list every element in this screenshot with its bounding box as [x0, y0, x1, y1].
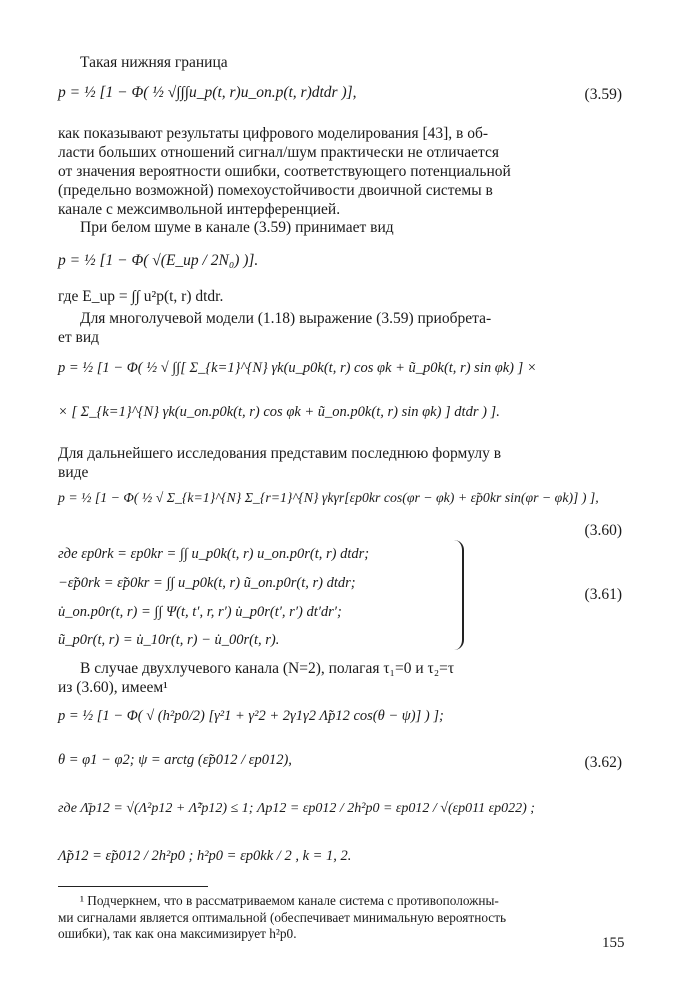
- equation-multiray-line-2: × [ Σ_{k=1}^{N} γk(u_оп.p0k(t, r) cos φk + ũ_оп.p0k(t, r) sin φk) ] dtdr ) ].: [58, 404, 500, 420]
- equation-3-62-line-1: p = ½ [1 − Φ( √ (h²p0/2) [γ²1 + γ²2 + 2γ1γ2 Λ̃p12 cos(θ − ψ)] ) ];: [58, 708, 444, 724]
- equation-3-61-line-4: ũ_p0r(t, r) = u̇_10r(t, r) − u̇_00r(t, r).: [58, 632, 280, 648]
- equation-multiray-line-1: p = ½ [1 − Φ( ½ √ ∫∫[ Σ_{k=1}^{N} γk(u_p0k(t, r) cos φk + ũ_p0k(t, r) sin φk) ] ×: [58, 360, 537, 376]
- equation-3-62-line-3: где Λ̄p12 = √(Λ²p12 + Λ̃²p12) ≤ 1; Λp12 = εp012 / 2h²p0 = εp012 / √(εp011 εp022) ;: [58, 801, 535, 816]
- equation-number-3-61: (3.61): [584, 586, 622, 603]
- equation-number-3-62: (3.62): [584, 754, 622, 771]
- equation-3-60: p = ½ [1 − Φ( ½ √ Σ_{k=1}^{N} Σ_{r=1}^{N} γkγr[εp0kr cos(φr − φk) + ε̃p0kr sin(φr − φk)] ) ],: [58, 490, 599, 505]
- equation-3-62-line-4: Λ̃p12 = ε̃p012 / 2h²p0 ; h²p0 = εp0kk / 2 , k = 1, 2.: [58, 848, 352, 864]
- equation-3-61-line-2: −ε̃p0rk = ε̃p0kr = ∫∫ u_p0k(t, r) ũ_оп.p0r(t, r) dtdr;: [58, 575, 356, 591]
- paragraph-2: При белом шуме в канале (3.59) принимает вид: [80, 219, 394, 236]
- definition-eu: где E_up = ∫∫ u²p(t, r) dtdr.: [58, 288, 224, 305]
- paragraph-5: В случае двухлучевого канала (N=2), полагая τ₁=0 и τ₂=τ из (3.60), имеем¹: [58, 660, 455, 696]
- paragraph-3: Для многолучевой модели (1.18) выражение (3.59) приобрета- ет вид: [58, 310, 492, 346]
- equation-3-59: p = ½ [1 − Φ( ½ √∫∫∫u_p(t, r)u_оп.р(t, r)dtdr )],: [58, 84, 357, 101]
- equation-number-3-59: (3.59): [584, 86, 622, 103]
- footnote-rule: [58, 886, 208, 887]
- footnote: ¹ Подчеркнем, что в рассматриваемом канале система с противоположны- ми сигналами является оптимальной (обеспечивает минимальную вероятность ошибки), так как она максимизирует h²p0.: [58, 893, 507, 942]
- equation-3-61-line-3: u̇_оп.p0r(t, r) = ∫∫ Ψ(t, t′, r, r′) u̇_p0r(t′, r′) dt′dr′;: [58, 604, 342, 620]
- equation-3-61-line-1: где εp0rk = εp0kr = ∫∫ u_p0k(t, r) u_оп.p0r(t, r) dtdr;: [58, 546, 370, 562]
- equation-white-noise: p = ½ [1 − Φ( √(E_up / 2N₀) )].: [58, 252, 259, 269]
- page-number: 155: [602, 935, 625, 951]
- paragraph-1: как показывают результаты цифрового моделирования [43], в об- ласти больших отношений сигнал/шум практически не отличается от значения вероятности ошибки, соответствующего потенциальной (предельно возможной) помехоустойчивости двоичной системы в канале с межсимвольной интерференцией.: [58, 125, 511, 218]
- equation-number-3-60: (3.60): [584, 522, 622, 539]
- paragraph-4: Для дальнейшего исследования представим последнюю формулу в виде: [58, 445, 502, 481]
- intro-line: Такая нижняя граница: [80, 54, 228, 71]
- equation-brace: [452, 540, 464, 650]
- equation-3-62-line-2: θ = φ1 − φ2; ψ = arctg (ε̃p012 / εp012),: [58, 752, 292, 768]
